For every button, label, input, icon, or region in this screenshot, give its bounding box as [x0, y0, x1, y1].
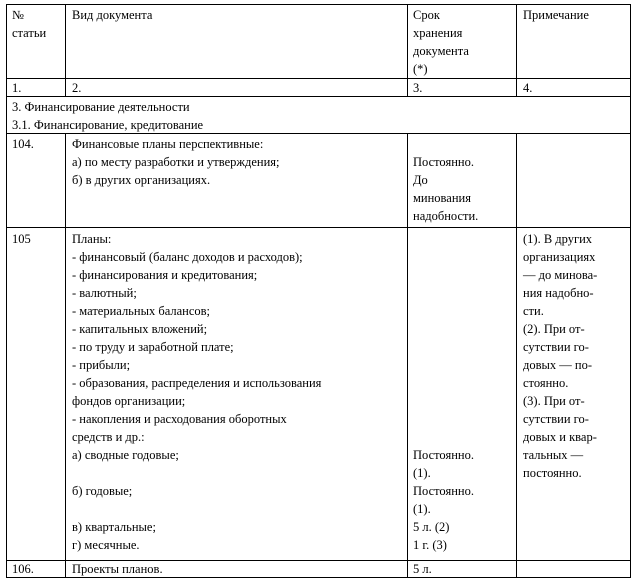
row105-note-line: постоянно. — [523, 466, 582, 480]
row104-term — [413, 153, 478, 225]
row105-line: - валютный; — [72, 286, 137, 300]
row105-line: б) годовые; — [72, 484, 133, 498]
row105-line: а) сводные годовые; — [72, 448, 179, 462]
numbering-col-1: 1. — [12, 81, 22, 95]
row105-term-line: 5 л. (2) — [413, 520, 450, 534]
row105-note-line: (3). При от- — [523, 394, 585, 408]
numbering-col-2: 2. — [72, 81, 82, 95]
row105-term-line: (1). — [413, 466, 431, 480]
header-term — [413, 6, 469, 78]
col-divider-3-top — [516, 4, 517, 97]
row104-term-line: До — [413, 173, 428, 187]
header-term-line: Срок — [413, 8, 440, 22]
row105-note-line: — до минова- — [523, 268, 598, 282]
row105-line: - материальных балансов; — [72, 304, 211, 318]
row104-term-line: Постоянно. — [413, 155, 474, 169]
row105-note-line: сутствии го- — [523, 412, 589, 426]
row104-number: 104. — [12, 137, 34, 151]
row105-line-spacer — [72, 464, 402, 482]
header-num-label: статьи — [12, 26, 47, 40]
row105-term — [413, 446, 474, 554]
row106-document: Проекты планов. — [72, 562, 163, 576]
row105-note-line: (1). В других — [523, 232, 593, 246]
col-divider-2-top — [407, 4, 408, 97]
row105-note-line: ния надобно- — [523, 286, 594, 300]
row106-number: 106. — [12, 562, 34, 576]
row105-line: - образования, распределения и использования — [72, 376, 322, 390]
row104-line: б) в других организациях. — [72, 173, 211, 187]
row105-line: - финансовый (баланс доходов и расходов); — [72, 250, 303, 264]
row105-line: г) месячные. — [72, 538, 140, 552]
row105-term-line: Постоянно. — [413, 448, 474, 462]
header-term-line: хранения — [413, 26, 463, 40]
section-heading: 3. Финансирование деятельности — [12, 100, 190, 114]
row105-line: фондов организации; — [72, 394, 186, 408]
col-divider-3-body — [516, 133, 517, 578]
header-num-sign: № — [12, 8, 24, 22]
row105-line: - капитальных вложений; — [72, 322, 208, 336]
row104-document — [72, 135, 280, 189]
numbering-col-3: 3. — [413, 81, 423, 95]
row105-note-line: сутствии го- — [523, 340, 589, 354]
row105-note-line: организациях — [523, 250, 596, 264]
row105-term-line: Постоянно. — [413, 484, 474, 498]
row105-term-line: (1). — [413, 502, 431, 516]
row105-number: 105 — [12, 232, 31, 246]
table-border-bottom — [6, 577, 631, 578]
row105-line: средств и др.: — [72, 430, 145, 444]
rule-header-bottom — [6, 78, 631, 79]
col-divider-1-top — [65, 4, 66, 97]
row104-term-line: минования — [413, 191, 471, 205]
row105-line: - финансирования и кредитования; — [72, 268, 258, 282]
rule-numbering-bottom — [6, 96, 631, 97]
row105-note-line: стоянно. — [523, 376, 569, 390]
row105-note — [523, 230, 625, 482]
row105-line: - накопления и расходования оборотных — [72, 412, 287, 426]
row105-note-line: (2). При от- — [523, 322, 585, 336]
header-doc-type: Вид документа — [72, 8, 153, 22]
table-border-top — [6, 4, 631, 5]
rule-row104-bottom — [6, 227, 631, 228]
row105-line: в) квартальные; — [72, 520, 156, 534]
row105-note-line: сти. — [523, 304, 544, 318]
table-border-left — [6, 4, 7, 578]
header-term-line: документа — [413, 44, 469, 58]
row105-note-line: довых — по- — [523, 358, 593, 372]
header-term-line: (*) — [413, 62, 428, 76]
row105-note-line: довых и квар- — [523, 430, 597, 444]
row105-note-line: тальных — — [523, 448, 584, 462]
col-divider-2-body — [407, 133, 408, 578]
row105-term-line: 1 г. (3) — [413, 538, 447, 552]
row105-document — [72, 230, 402, 554]
row105-line-spacer — [72, 500, 402, 518]
subsection-heading: 3.1. Финансирование, кредитование — [12, 118, 204, 132]
col-divider-1-body — [65, 133, 66, 578]
table-border-right — [630, 4, 631, 578]
header-num — [12, 6, 46, 42]
numbering-col-4: 4. — [523, 81, 533, 95]
row104-term-line: надобности. — [413, 209, 479, 223]
row105-line: - прибыли; — [72, 358, 131, 372]
row105-line: - по труду и заработной плате; — [72, 340, 234, 354]
row105-line: Планы: — [72, 232, 112, 246]
header-note: Примечание — [523, 8, 589, 22]
row106-term: 5 л. — [413, 562, 432, 576]
row104-line: а) по месту разработки и утверждения; — [72, 155, 280, 169]
row104-line: Финансовые планы перспективные: — [72, 137, 264, 151]
